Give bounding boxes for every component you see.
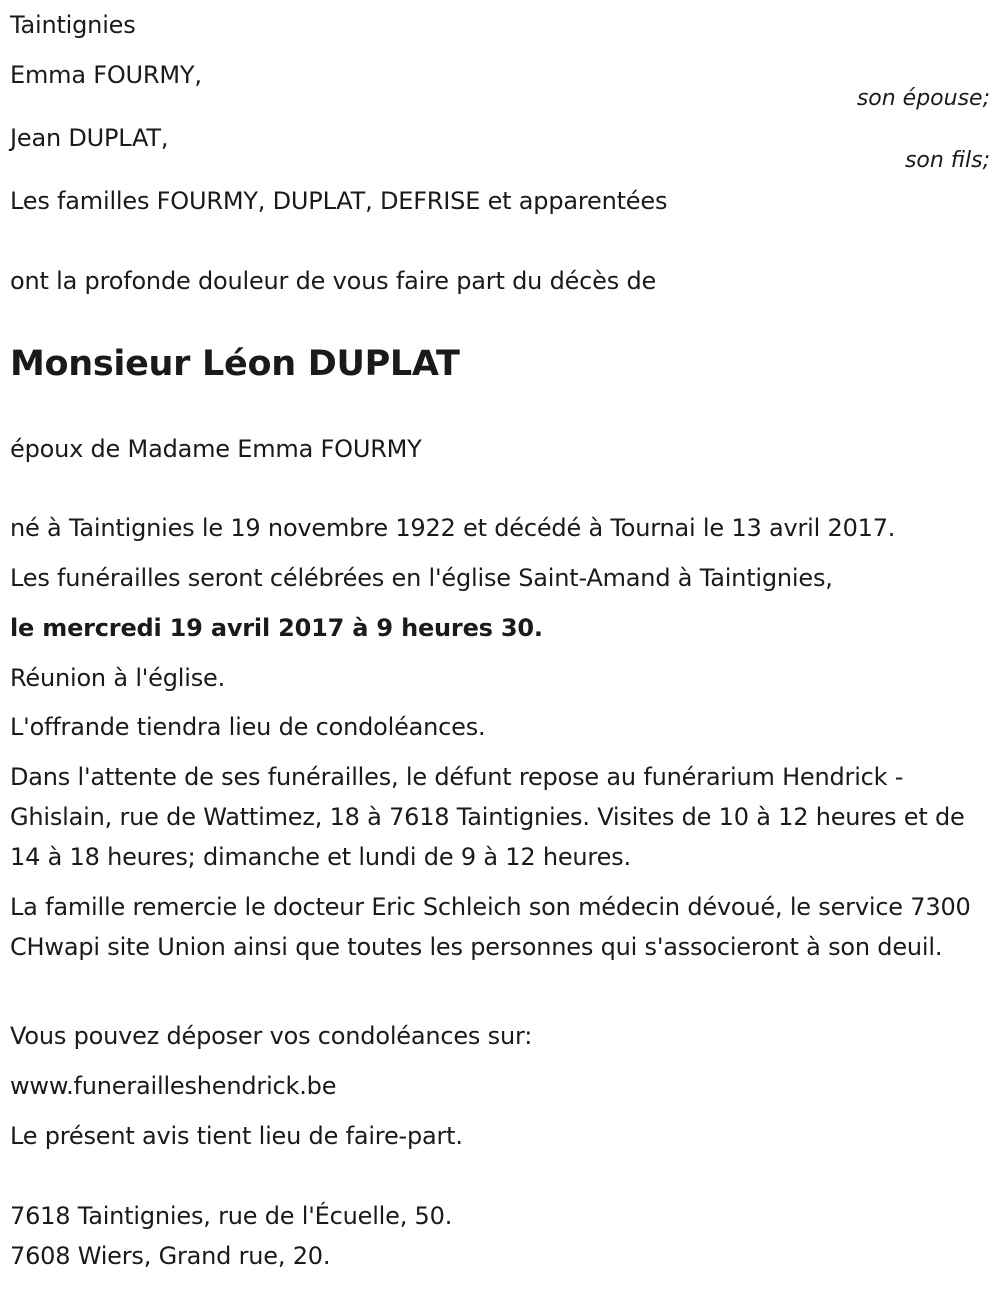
thanks-paragraph: La famille remercie le docteur Eric Schleich son médecin dévoué, le service 7300 CHwapi site Union ainsi que toutes les personnes qui s'associeront à son deuil. bbox=[10, 893, 971, 961]
faire-part-note: Le présent avis tient lieu de faire-part. bbox=[10, 1122, 463, 1150]
birth-death: né à Taintignies le 19 novembre 1922 et décédé à Tournai le 13 avril 2017. bbox=[10, 514, 896, 542]
website-link[interactable]: www.funerailleshendrick.be bbox=[10, 1072, 337, 1100]
family-member-name: Jean DUPLAT, bbox=[10, 124, 169, 152]
deceased-name: Monsieur Léon DUPLAT bbox=[10, 344, 460, 384]
family-member-relation: son épouse; bbox=[856, 86, 990, 111]
announcement: ont la profonde douleur de vous faire part du décès de bbox=[10, 267, 657, 295]
family-member-relation: son fils; bbox=[904, 148, 990, 173]
condolences-intro: Vous pouvez déposer vos condoléances sur: bbox=[10, 1022, 533, 1050]
funerarium-paragraph: Dans l'attente de ses funérailles, le défunt repose au funérarium Hendrick - Ghislain, rue de Wattimez, 18 à 7618 Taintignies. Visites de 10 à 12 heures et de 14 à 18 heures; dimanche et lundi de 9 à 12 heures. bbox=[10, 763, 965, 871]
address-line: 7608 Wiers, Grand rue, 20. bbox=[10, 1242, 331, 1270]
family-member-name: Emma FOURMY, bbox=[10, 61, 202, 89]
funeral-line: Les funérailles seront célébrées en l'église Saint-Amand à Taintignies, bbox=[10, 564, 833, 592]
funeral-date: le mercredi 19 avril 2017 à 9 heures 30. bbox=[10, 614, 543, 642]
locality: Taintignies bbox=[10, 11, 136, 39]
address-line: 7618 Taintignies, rue de l'Écuelle, 50. bbox=[10, 1202, 453, 1230]
offering: L'offrande tiendra lieu de condoléances. bbox=[10, 713, 486, 741]
meeting: Réunion à l'église. bbox=[10, 664, 226, 692]
families-line: Les familles FOURMY, DUPLAT, DEFRISE et apparentées bbox=[10, 187, 668, 215]
spouse-line: époux de Madame Emma FOURMY bbox=[10, 435, 422, 463]
